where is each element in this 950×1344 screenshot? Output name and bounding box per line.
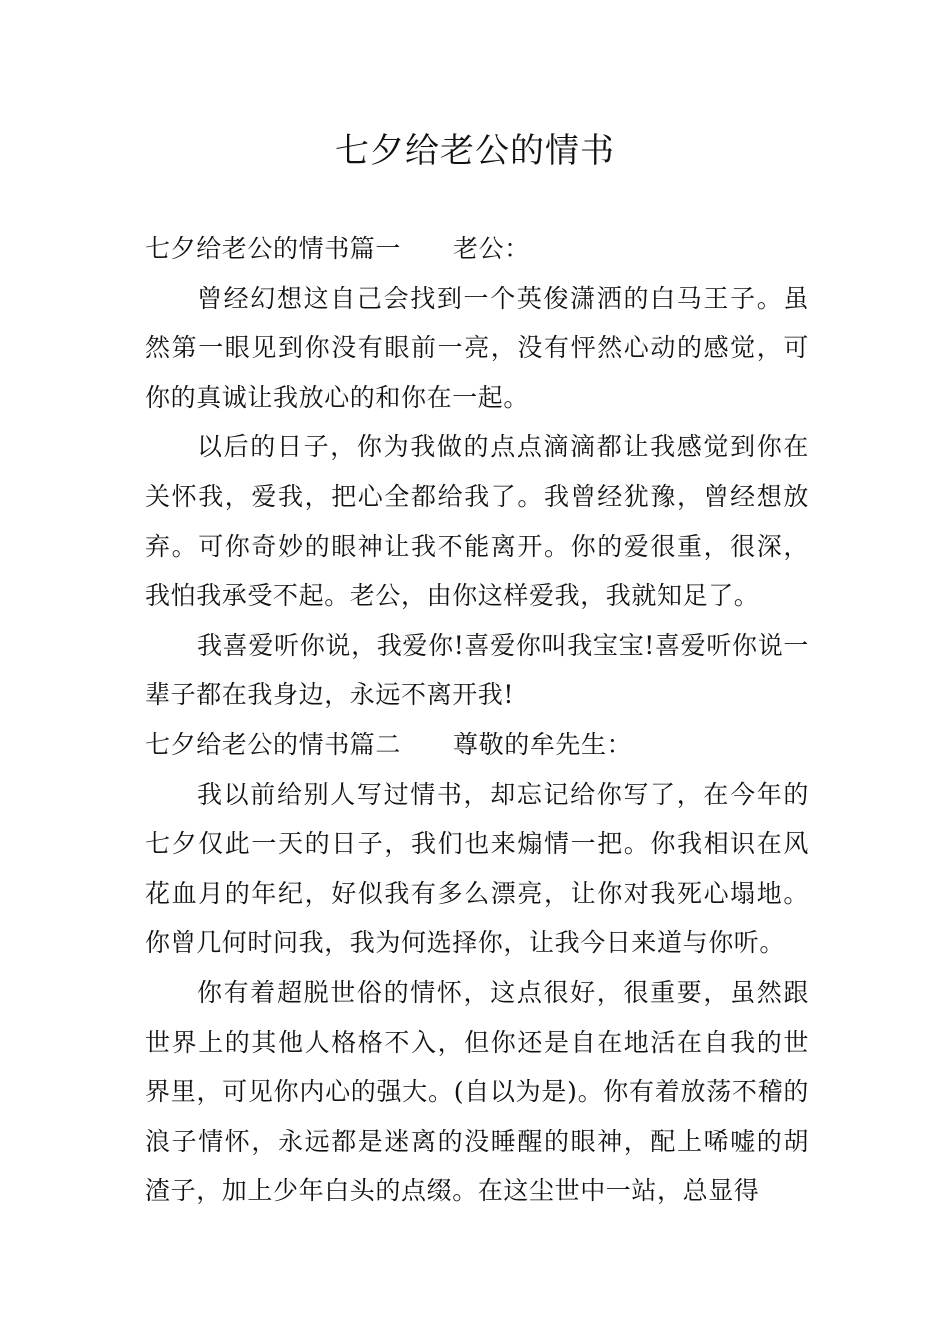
paragraph: 以后的日子，你为我做的点点滴滴都让我感觉到你在关怀我，爱我，把心全都给我了。我曾经犹豫，曾经想放弃。可你奇妙的眼神让我不能离开。你的爱很重，很深，我怕我承受不起。老公，由你这样爱我，我就知足了。 [145, 432, 809, 611]
paragraph: 你有着超脱世俗的情怀，这点很好，很重要，虽然跟世界上的其他人格格不入，但你还是自在地活在自我的世界里，可见你内心的强大。(自以为是)。你有着放荡不稽的浪子情怀，永远都是迷离的没睡醒的眼神，配上唏嘘的胡渣子，加上少年白头的点缀。在这尘世中一站，总显得 [145, 977, 809, 1206]
section-heading-line [145, 720, 809, 770]
salutation: 尊敬的牟先生： [453, 729, 633, 759]
paragraph: 我以前给别人写过情书，却忘记给你写了，在今年的七夕仅此一天的日子，我们也来煽情一把。你我相识在风花血月的年纪，好似我有多么漂亮，让你对我死心塌地。你曾几何时问我，我为何选择你，让我今日来道与你听。 [145, 779, 809, 958]
document-title: 七夕给老公的情书 [335, 131, 615, 171]
paragraph: 我喜爱听你说，我爱你!喜爱你叫我宝宝!喜爱听你说一辈子都在我身边，永远不离开我! [145, 630, 809, 710]
paragraph: 曾经幻想这自己会找到一个英俊潇洒的白马王子。虽然第一眼见到你没有眼前一亮，没有怦然心动的感觉，可你的真诚让我放心的和你在一起。 [145, 283, 809, 412]
section-heading: 七夕给老公的情书篇二 [145, 729, 402, 759]
section-heading: 七夕给老公的情书篇一 [145, 234, 402, 263]
salutation: 老公： [453, 234, 530, 263]
section-heading-line [145, 224, 809, 274]
document-body [145, 224, 809, 1216]
